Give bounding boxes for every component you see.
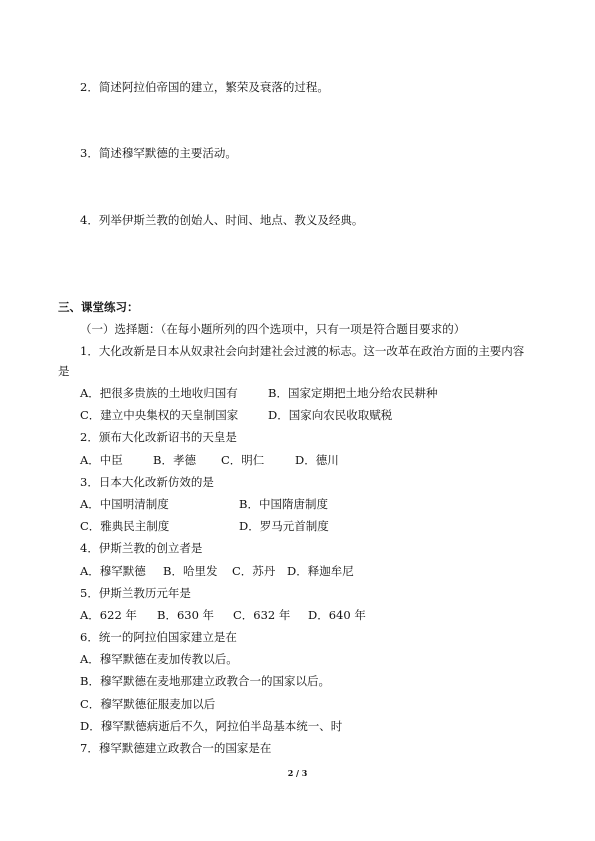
question-6-option-a: A．穆罕默德在麦加传教以后。	[80, 652, 238, 666]
question-4-option-b: B．哈里发	[163, 564, 218, 578]
question-6-stem: 6．统一的阿拉伯国家建立是在	[80, 630, 237, 644]
section-title: 三、课堂练习：	[58, 300, 139, 314]
question-2-option-c: C．明仁	[221, 453, 265, 467]
question-7-stem: 7．穆罕默德建立政教合一的国家是在	[80, 741, 272, 755]
question-5-option-b: B．630 年	[157, 608, 215, 622]
question-6-option-c: C．穆罕默德征服麦加以后	[80, 697, 216, 711]
question-3-option-c: C．雅典民主制度	[80, 519, 170, 533]
question-5-option-d: D．640 年	[308, 608, 366, 622]
question-4-option-a: A．穆罕默德	[80, 564, 146, 578]
question-2-stem: 2．颁布大化改新诏书的天皇是	[80, 430, 237, 444]
question-3-option-a: A．中国明清制度	[80, 497, 169, 511]
question-1-option-d: D．国家向农民收取赋税	[268, 408, 393, 422]
question-2-option-d: D．德川	[295, 453, 339, 467]
question-5-option-a: A．622 年	[80, 608, 137, 622]
question-5-stem: 5．伊斯兰教历元年是	[80, 586, 191, 600]
review-question-4: 4．列举伊斯兰教的创始人、时间、地点、教义及经典。	[80, 213, 364, 227]
question-5-option-c: C．632 年	[233, 608, 291, 622]
question-4-option-d: D．释迦牟尼	[287, 564, 354, 578]
question-1-stem-cont: 是	[58, 364, 70, 378]
question-6-option-d: D．穆罕默德病逝后不久，阿拉伯半岛基本统一、时	[80, 719, 343, 733]
question-1-option-b: B．国家定期把土地分给农民耕种	[268, 386, 438, 400]
question-3-option-b: B．中国隋唐制度	[239, 497, 328, 511]
page-number: 2 / 3	[287, 768, 308, 778]
question-4-option-c: C．苏丹	[232, 564, 276, 578]
review-question-2: 2．简述阿拉伯帝国的建立，繁荣及衰落的过程。	[80, 80, 329, 94]
subsection-title: （一）选择题：（在每小题所列的四个选项中，只有一项是符合题目要求的）	[80, 322, 466, 336]
question-2-option-a: A．中臣	[80, 453, 123, 467]
review-question-3: 3．简述穆罕默德的主要活动。	[80, 146, 237, 160]
question-3-stem: 3．日本大化改新仿效的是	[80, 475, 214, 489]
question-3-option-d: D．罗马元首制度	[239, 519, 329, 533]
question-1-option-c: C．建立中央集权的天皇制国家	[80, 408, 239, 422]
question-1-stem: 1．大化改新是日本从奴隶社会向封建社会过渡的标志。这一改革在政治方面的主要内容	[80, 344, 525, 358]
question-6-option-b: B．穆罕默德在麦地那建立政教合一的国家以后。	[80, 674, 330, 688]
question-4-stem: 4．伊斯兰教的创立者是	[80, 541, 203, 555]
question-1-option-a: A．把很多贵族的土地收归国有	[80, 386, 238, 400]
question-2-option-b: B．孝德	[153, 453, 196, 467]
